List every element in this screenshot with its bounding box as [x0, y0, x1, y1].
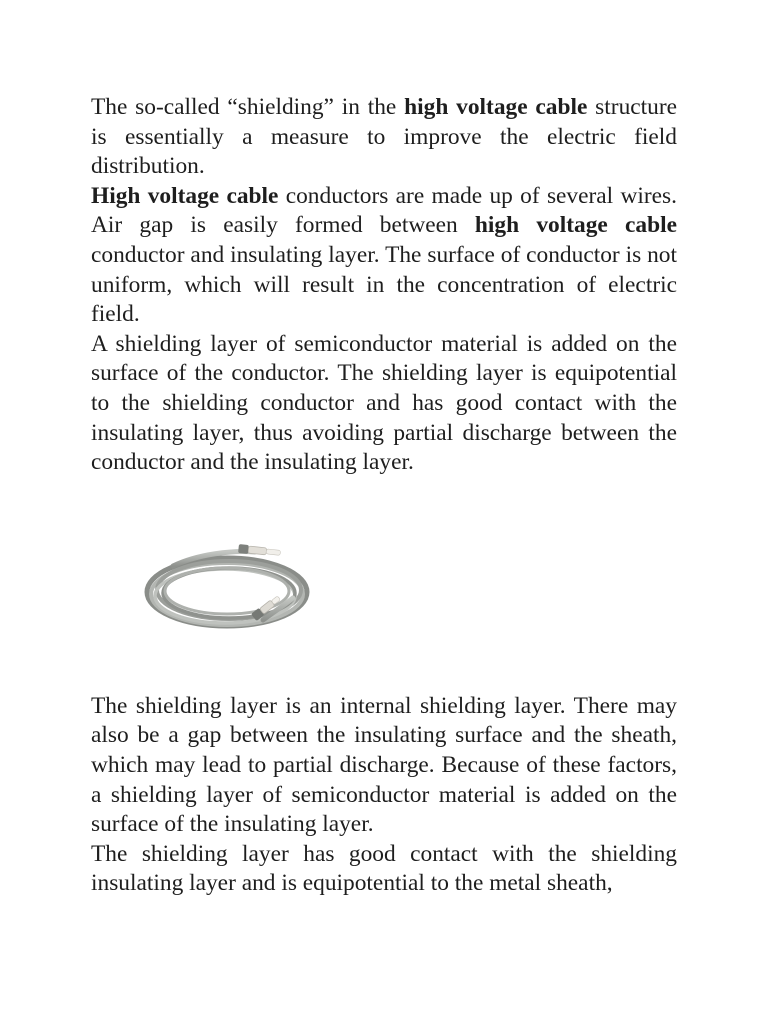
- coiled-cable-image: [143, 536, 311, 636]
- keyword-high-voltage-cable-2: High voltage cable: [91, 182, 279, 209]
- paragraph-2-text-b: conductor and insulating layer. The surface of conductor is not uniform, which will result in the concentration of electric field.: [91, 241, 677, 328]
- cable-figure: [91, 478, 677, 692]
- paragraph-2: [91, 182, 677, 330]
- keyword-high-voltage-cable-3: high voltage cable: [474, 212, 677, 239]
- paragraph-2-text-a: conductors are made up of several wires. Air gap is easily formed between: [91, 182, 677, 239]
- paragraph-4: The shielding layer is an internal shielding layer. There may also be a gap between the insulating surface and the sheath, which may lead to partial discharge. Because of these factors, a shielding layer of semiconductor material is added on the surface of the insulating layer.: [91, 692, 677, 838]
- top-connector: [238, 544, 281, 557]
- document-page: [91, 93, 677, 899]
- paragraph-5: The shielding layer has good contact with the shielding insulating layer and is equipotential to the metal sheath,: [91, 840, 677, 897]
- paragraph-1: [91, 93, 677, 182]
- paragraph-1-text-a: The so-called “shielding” in the: [91, 94, 405, 120]
- keyword-high-voltage-cable-1: high voltage cable: [404, 94, 588, 120]
- paragraph-3: A shielding layer of semiconductor material is added on the surface of the conductor. The shielding layer is equipotential to the shielding conductor and has good contact with the insulating layer, thus avoiding partial discharge between the conductor and the insulating layer.: [91, 330, 677, 476]
- paragraph-1-text-b: structure is essentially a measure to improve the electric field distribution.: [91, 94, 678, 180]
